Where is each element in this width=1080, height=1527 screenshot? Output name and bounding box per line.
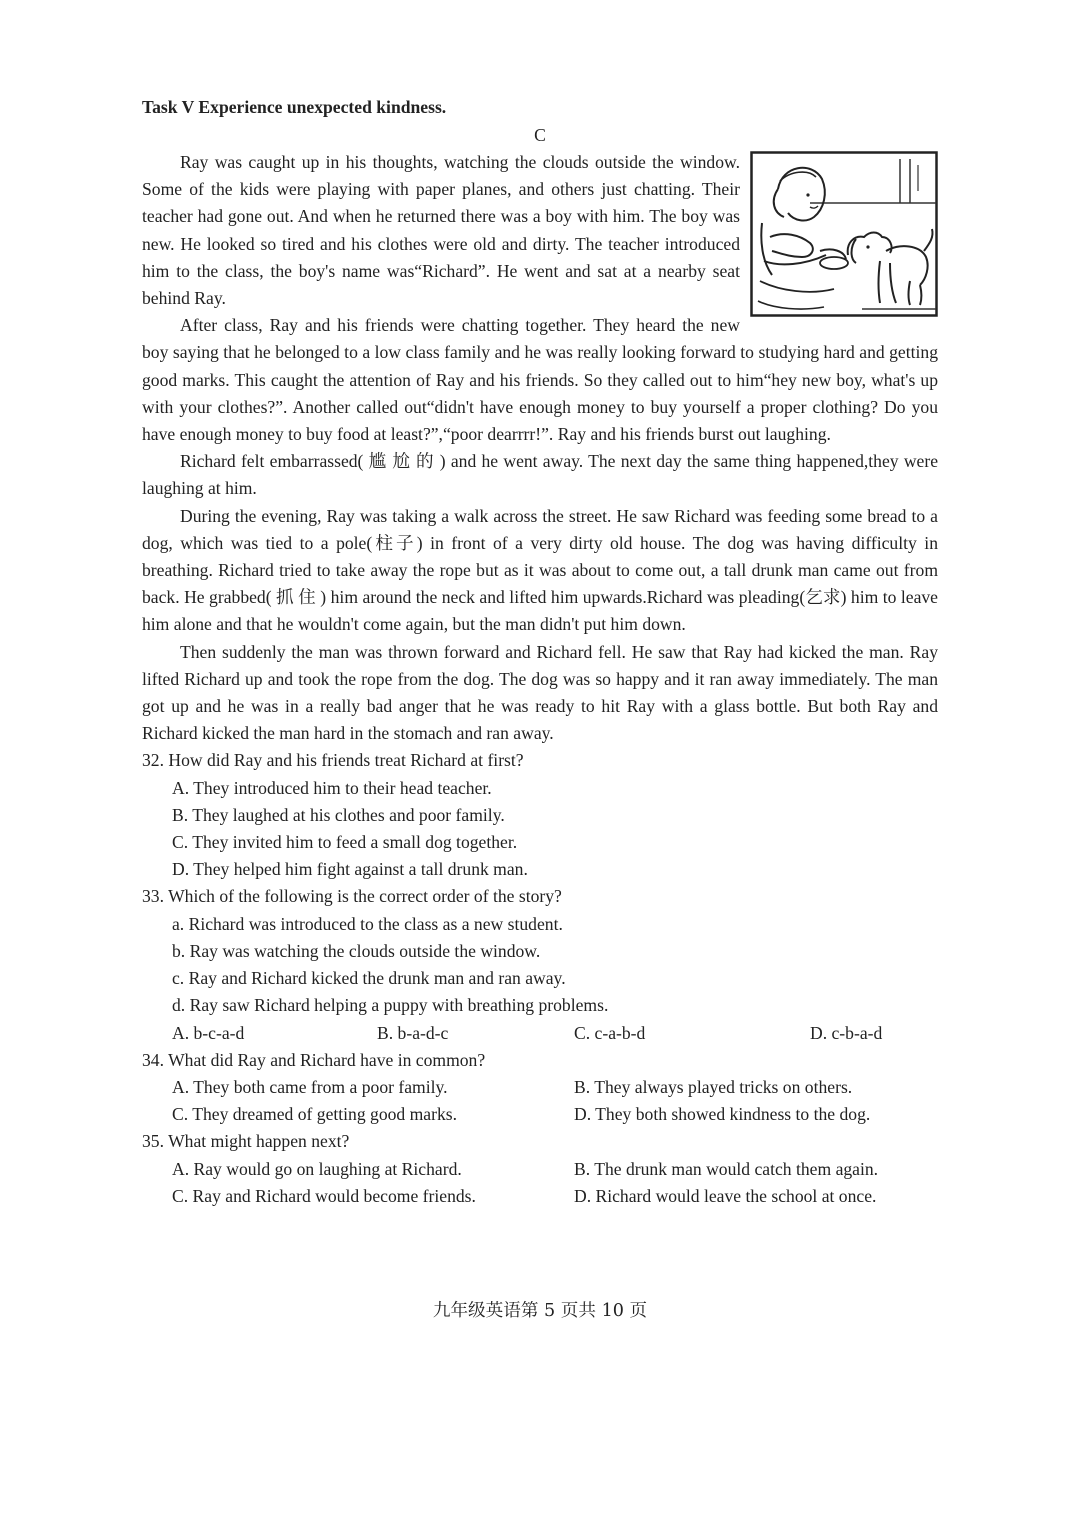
option-a: A. They both came from a poor family. [172,1076,448,1097]
exam-page [142,92,938,1210]
option-d: D. They both showed kindness to the dog. [574,1104,871,1125]
paragraph-1: Ray was caught up in his thoughts, watching the clouds outside the window. Some of the kids were playing with paper planes, and others just chatting. Their teacher had gone out. And when he returned there was a boy with him. The boy was new. He looked so tired and his clothes were old and dirty. The teacher introduced him to the class, the boy's name was“Richard”. He went and sat at a nearby seat behind Ray. [142,152,740,309]
question-33 [142,883,938,1046]
options-row [172,1074,938,1101]
question-stem: 35. What might happen next? [142,1131,350,1152]
option-c: C. They invited him to feed a small dog together. [172,832,518,853]
option-b: B. They always played tricks on others. [574,1076,853,1097]
option-c: C. c-a-b-d [574,1022,646,1043]
question-32 [142,747,938,883]
option-d: D. Richard would leave the school at once. [574,1185,877,1206]
option-c: C. Ray and Richard would become friends. [172,1185,476,1206]
option-a: A. They introduced him to their head teacher. [172,777,492,798]
question-stem: 34. What did Ray and Richard have in common? [142,1049,486,1070]
option-d: D. c-b-a-d [810,1022,883,1043]
options-row [172,1020,938,1047]
event-c: c. Ray and Richard kicked the drunk man and ran away. [172,968,566,989]
options-row [172,1101,938,1128]
option-d: D. They helped him fight against a tall drunk man. [172,859,528,880]
option-b: B. b-a-d-c [377,1022,449,1043]
paragraph-4: During the evening, Ray was taking a walk across the street. He saw Richard was feeding some bread to a dog, which was tied to a pole(柱子) in front of a very dirty old house. The dog was having difficulty in breathing. Richard tried to take away the rope but as it was about to come out, a tall drunk man came out from back. He grabbed( 抓 住 ) him around the neck and lifted him upwards.Richard was pleading(乞求) him to leave him alone and that he wouldn't come again, but the man didn't put him down. [142,505,938,635]
paragraph-2: After class, Ray and his friends were chatting together. They heard the new boy saying that he belonged to a low class family and he was really looking forward to studying hard and getting good marks. This caught the attention of Ray and his friends. So they called out to him“hey new boy, what's up with your clothes?”. Another called out“didn't have enough money to buy yourself a proper clothing? Do you have enough money to buy food at least?”,“poor dearrrr!”. Ray and his friends burst out laughing. [142,315,938,445]
event-b: b. Ray was watching the clouds outside the window. [172,940,541,961]
boy-feeding-dog-illustration [750,151,938,317]
event-d: d. Ray saw Richard helping a puppy with breathing problems. [172,995,609,1016]
option-a: A. b-c-a-d [172,1022,245,1043]
passage [142,149,938,747]
question-stem: 32. How did Ray and his friends treat Richard at first? [142,750,524,771]
question-35 [142,1128,938,1210]
page-footer: 九年级英语第 5 页共 10 页 [432,1301,648,1321]
option-a: A. Ray would go on laughing at Richard. [172,1158,462,1179]
event-a: a. Richard was introduced to the class as a new student. [172,913,563,934]
task-title: Task V Experience unexpected kindness. [142,97,447,117]
options-row [172,1183,938,1210]
question-34 [142,1047,938,1129]
option-b: B. The drunk man would catch them again. [574,1158,879,1179]
option-b: B. They laughed at his clothes and poor family. [172,804,505,825]
option-c: C. They dreamed of getting good marks. [172,1104,458,1125]
passage-letter: C [534,125,546,145]
question-stem: 33. Which of the following is the correct order of the story? [142,886,562,907]
paragraph-3: Richard felt embarrassed( 尴 尬 的 ) and he went away. The next day the same thing happened,they were laughing at him. [142,451,938,499]
options-row [172,1156,938,1183]
paragraph-5: Then suddenly the man was thrown forward and Richard fell. He saw that Ray had kicked the man. Ray lifted Richard up and took the rope from the dog. The dog was so happy and it ran away immediately. The man got up and he was in a really bad anger that he was ready to hit Ray with a glass bottle. But both Ray and Richard kicked the man hard in the stomach and ran away. [142,641,938,744]
